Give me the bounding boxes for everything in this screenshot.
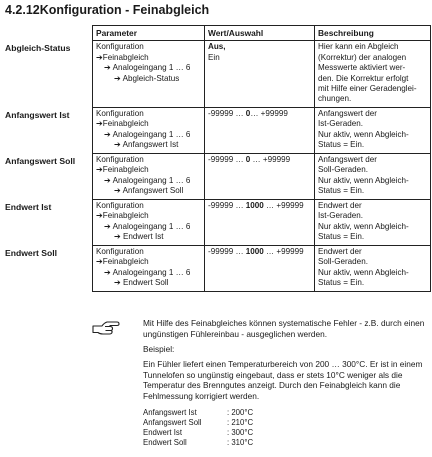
list-item [143,438,253,448]
path-step: ➔ Analogeingang 1 … 6 [104,175,191,185]
path-step: ➔Feinabgleich [96,119,149,129]
description-line: Ist-Geraden. [318,211,363,221]
path-step: ➔ Anfangswert Soll [114,186,184,196]
description-line: Status = Ein. [318,278,365,288]
range-min: -99999 … [208,108,246,118]
row-label-anfangswert-soll: Anfangswert Soll [5,156,76,166]
table-header-row [93,26,431,41]
path-step: ➔ Analogeingang 1 … 6 [104,63,191,73]
description-cell [315,153,431,199]
value-key: Anfangswert Ist [143,408,197,417]
description-line: Nur aktiv, wenn Abgleich- [318,221,409,231]
path-step: ➔ Analogeingang 1 … 6 [104,267,191,277]
path-step: ➔Feinabgleich [96,257,149,267]
description-cell [315,41,431,107]
value-cell [205,199,315,245]
menu-path [93,245,205,291]
description-line: Anfangswert der [318,154,377,164]
description-line: Endwert der [318,200,362,210]
list-item [143,428,253,438]
description-line: Status = Ein. [318,186,365,196]
row-label-endwert-soll: Endwert Soll [5,248,58,258]
parameter-table [92,25,431,292]
value-val: : 300°C [227,428,254,437]
column-header-wert: Wert/Auswahl [205,26,315,41]
example-text: Ein Fühler liefert einen Temperaturbereich von 200 … 300°C. Er ist in einem Tunnelofen so ungünstig eingebaut, dass er stets 10°C weniger als die Temperatur des Brenngutes anzeigt. Durch den Feinabgleich kann die Fehlmessung korrigiert werden. [143,359,423,401]
list-item [143,408,253,418]
path-step: ➔ Abgleich-Status [114,73,180,83]
default-value: Aus, [208,42,226,52]
section-heading: 4.2.12Konfiguration - Feinabgleich [5,3,210,17]
table-row [93,153,431,199]
default-value: 0 [245,108,251,118]
example-values [143,408,253,448]
value-cell [205,245,315,291]
path-step: ➔Feinabgleich [96,211,149,221]
value-key: Anfangswert Soll [143,418,202,427]
description-cell [315,245,431,291]
row-label-abgleich-status: Abgleich-Status [5,43,71,53]
value-cell [205,41,315,107]
description-line: Messwerte aktiviert wer- [318,63,406,73]
range-max: … +99999 [250,154,291,164]
path-step: Konfiguration [96,108,144,118]
description-line: Hier kann ein Abgleich [318,42,399,52]
range-max: … +99999 [250,108,288,118]
description-line: Endwert der [318,246,362,256]
range-max: … +99999 [263,200,304,210]
default-value: 1000 [245,246,264,256]
menu-path [93,107,205,153]
tip-intro: Mit Hilfe des Feinabgleiches können systematische Fehler - z.B. durch einen ungünstigen Fühlereinbau - ausgeglichen werden. [143,318,425,339]
range-min: -99999 … [208,200,246,210]
value-val: : 200°C [227,408,254,417]
default-value: 1000 [245,200,264,210]
column-header-parameter: Parameter [93,26,205,41]
path-step: ➔Feinabgleich [96,52,149,62]
description-line: Status = Ein. [318,232,365,242]
path-step: ➔ Anfangswert Ist [114,140,179,150]
value-cell [205,107,315,153]
description-line: (Korrektur) der analogen [318,52,407,62]
path-step: Konfiguration [96,42,144,52]
path-step: ➔ Analogeingang 1 … 6 [104,129,191,139]
value-val: : 310°C [227,438,254,447]
path-step: ➔Feinabgleich [96,165,149,175]
path-step: Konfiguration [96,200,144,210]
menu-path [93,199,205,245]
range-min: -99999 … [208,154,246,164]
table-row [93,245,431,291]
description-line: mit Hilfe einer Geradenglei- [318,84,417,94]
path-step: ➔ Endwert Ist [114,232,164,242]
table-row [93,199,431,245]
description-line: Anfangswert der [318,108,377,118]
description-line: Nur aktiv, wenn Abgleich- [318,129,409,139]
description-line: Status = Ein. [318,140,365,150]
description-line: Nur aktiv, wenn Abgleich- [318,267,409,277]
option-value: Ein [208,52,220,62]
column-header-beschreibung: Beschreibung [315,26,431,41]
description-line: Nur aktiv, wenn Abgleich- [318,175,409,185]
menu-path [93,153,205,199]
path-step: Konfiguration [96,246,144,256]
path-step: ➔ Endwert Soll [114,278,169,288]
path-step: Konfiguration [96,154,144,164]
description-line: chungen. [318,94,352,104]
pointing-hand-icon [92,318,120,338]
description-cell [315,107,431,153]
default-value: 0 [245,154,251,164]
row-label-endwert-ist: Endwert Ist [5,202,52,212]
example-label: Beispiel: [143,344,175,354]
path-step: ➔ Analogeingang 1 … 6 [104,221,191,231]
description-cell [315,199,431,245]
description-line: Ist-Geraden. [318,119,363,129]
description-line: den. Die Korrektur erfolgt [318,73,409,83]
value-val: : 210°C [227,418,254,427]
value-key: Endwert Ist [143,428,182,437]
value-key: Endwert Soll [143,438,187,447]
table-row [93,107,431,153]
description-line: Soll-Geraden. [318,257,368,267]
table-row [93,41,431,107]
value-cell [205,153,315,199]
menu-path [93,41,205,107]
description-line: Soll-Geraden. [318,165,368,175]
range-min: -99999 … [208,246,246,256]
range-max: … +99999 [263,246,304,256]
list-item [143,418,253,428]
row-label-anfangswert-ist: Anfangswert Ist [5,110,70,120]
